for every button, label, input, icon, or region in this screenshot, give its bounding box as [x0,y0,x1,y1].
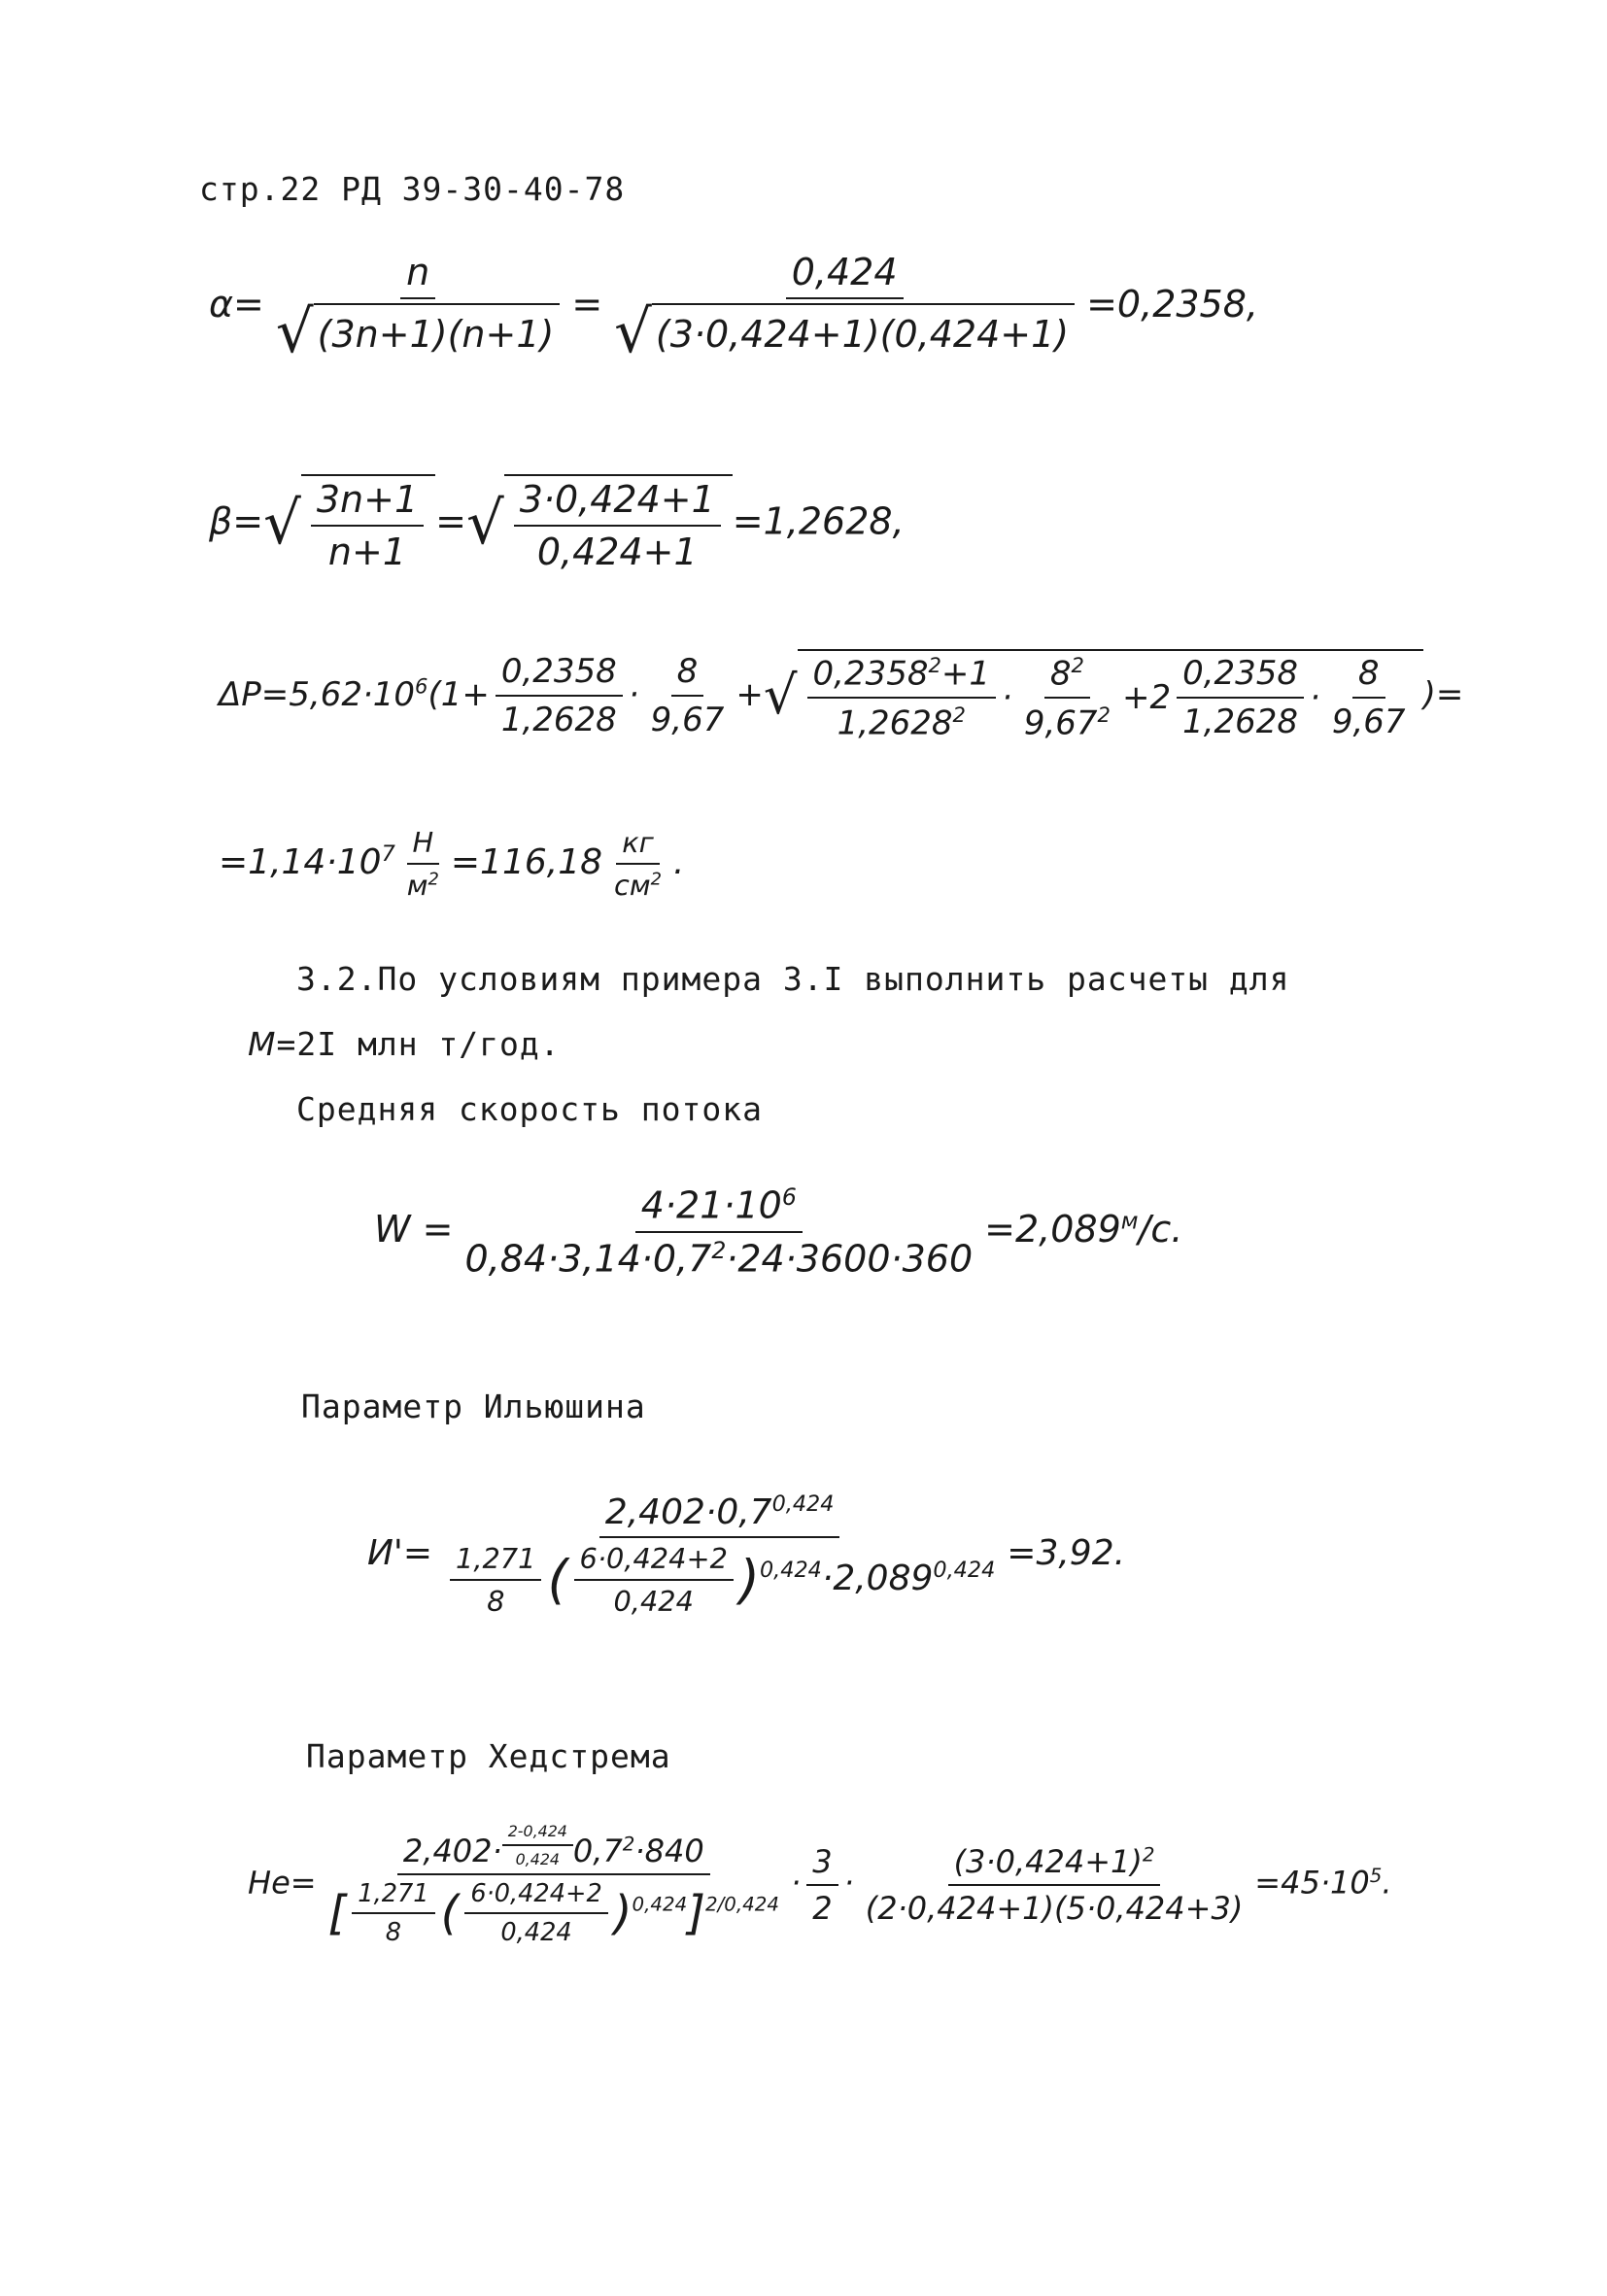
hedstrom-result: =45·10 [1254,1864,1370,1902]
equation-alpha: α= n √ (3n+1)(n+1) = 0,424 √ (3·0,424+1)(0,424+1) =0,2358, [209,251,1258,366]
paragraph-3-2-line1: 3.2.По условиям примера 3.I выполнить расчеты для [296,960,1290,998]
dp-unit1-den: м [406,869,428,902]
hedstrom-b-sup: 2/0,424 [704,1893,780,1916]
ilyushin-lhs: И'= [367,1533,432,1573]
hedstrom-c-den: 8 [385,1918,402,1948]
dp-r2-num-sup: 2 [1071,653,1084,677]
ilyushin-end: . [1113,1533,1126,1573]
equation-delta-p-line2 [219,826,684,902]
w-num-sup: 6 [781,1183,797,1211]
w-unit-bot: с [1150,1208,1172,1251]
dp-r2-den-sup: 2 [1097,703,1111,728]
hedstrom-num-b-sup: 2 [622,1833,635,1856]
dp-r1-num: 0,2358 [812,654,929,694]
dp-unit1-den-sup: 2 [427,869,439,890]
equation-delta-p: $\Delta P=5,62\cdot 10^6(1+$ $\frac{0,2358}{1,2628}$ · $\frac{8}{9,67}$ + √ $\frac{0,2358^2+1}{1,2628^2}$ · $\frac{8^2}{9,67^2}$ +2 $\frac{0,2358}{1,2628}$ · $\frac{8}{9,67}$ )= [219,649,1463,743]
hedstrom-g-den: (2·0,424+1)(5·0,424+3) [865,1889,1244,1927]
dp-dot: · [628,674,639,714]
hedstrom-f-den: 2 [812,1889,833,1927]
hedstrom-num-a: 2,402· [402,1833,502,1870]
ilyushin-num-sup: 0,424 [771,1491,835,1517]
dp-open: (1+ [427,674,490,714]
dp-r3-num: 0,2358 [1177,654,1304,699]
dp-r3-den: 1,2628 [1182,703,1299,742]
beta-eq: = [435,499,466,543]
w-den-tail: ·24·3600·360 [726,1237,974,1281]
dp-exp7: 7 [381,841,395,867]
dp-f1-den: 1,2628 [500,701,617,740]
ilyushin-tail-sup: 0,424 [933,1558,996,1583]
dp-r1-den: 1,2628 [837,703,953,743]
dp-r4-den: 9,67 [1331,703,1406,742]
beta-den-val: 0,424+1 [536,531,698,573]
dp-unit1-num: Н [407,826,440,865]
dp-dot-3: · [1310,678,1320,718]
hedstrom-c-num: 1,271 [352,1879,434,1914]
dp-end: . [672,842,685,882]
alpha-eq: = [571,282,603,326]
w-unit-top: м [1120,1207,1139,1235]
beta-result: =1,2628, [732,499,905,543]
equation-hedstrom: He= 2,402· $^{\frac{2-0,424}{0,424}}$ $0,7^2\cdot 840$ [ $\frac{1,271}{8}$ ( $\frac{6\cdot 0,424+2}{0,424}$ )$^{0,424}$]$^{2/0,424}$ · $\frac{3}{2}$ · $\frac{(3\cdot 0,424+1)^2}{(2\cdot 0,424+1)(5\cdot 0,424+3)}$ $=45\cdot 10^5$. [248,1822,1392,1948]
hedstrom-top-exp: 2-0,424 [502,1822,573,1846]
equation-ilyushin: И'= $2,402\cdot 0,7^{0,424}$ $\frac{1,271}{8}$ ( $\frac{6\cdot 0,424+2}{0,424}$ )$^{0,424}\cdot 2,089^{0,424}$ =3,92. [367,1491,1126,1618]
w-lhs: W = [374,1208,454,1251]
dp-r2-num: 8 [1049,654,1072,694]
dp-lhs: ΔP=5,62·10 [219,674,416,714]
dp-r1-sup: 2 [928,653,941,677]
hedstrom-result-sup: 5 [1369,1864,1383,1887]
w-result: =2,089 [984,1208,1121,1251]
alpha-num-sym: n [400,251,435,299]
dp-f1-num: 0,2358 [496,652,623,697]
dp-plus2: +2 [1121,678,1172,718]
ilyushin-p-sup: 0,424 [759,1558,822,1583]
beta-num-sym: 3n+1 [311,478,424,527]
beta-num-val: 3·0,424+1 [514,478,721,527]
avg-speed-label: Средняя скорость потока [296,1090,763,1128]
ilyushin-c-den: 8 [487,1585,505,1618]
dp-unit2-den-sup: 2 [650,869,662,890]
dp-line2-a: =1,14·10 [219,842,382,882]
dp-r2-den: 9,67 [1023,703,1098,743]
ilyushin-c-num: 1,271 [450,1542,541,1581]
hedstrom-num-c: ·840 [634,1833,704,1870]
alpha-den-sym: (3n+1)(n+1) [314,303,561,362]
dp-r1-den-sup: 2 [952,703,966,728]
hedstrom-p-sup: 0,424 [632,1893,688,1916]
dp-r1-tail: +1 [940,654,991,694]
dp-exp6: 6 [415,673,428,699]
dp-dot-2: · [1002,678,1012,718]
alpha-num-val: 0,424 [786,251,904,299]
w-num: 4·21·10 [640,1183,782,1227]
ilyushin-num: 2,402·0,7 [604,1492,772,1532]
dp-unit2-den: см [614,869,651,902]
equation-velocity: W = $\frac{4\cdot 21\cdot 10^6}{0,84\cdot 3,14\cdot 0,7^2\cdot 24\cdot 3600\cdot 360}$ $=2,089^м/с$. [374,1183,1183,1281]
dp-r4-num: 8 [1352,654,1385,699]
hedstrom-g-num-sup: 2 [1142,1842,1155,1866]
ilyushin-p-den: 0,424 [613,1585,694,1618]
hedstrom-lhs: He= [248,1864,317,1902]
w-end: . [1171,1208,1183,1251]
paragraph-3-2-line2 [248,1025,561,1063]
ilyushin-label: Параметр Ильюшина [301,1388,646,1425]
hedstrom-num-b: 0,7 [572,1833,623,1870]
hedstrom-g-num: (3·0,424+1) [953,1842,1143,1880]
alpha-result: =0,2358, [1086,282,1258,326]
hedstrom-top-exp-den: 0,424 [515,1850,560,1868]
ilyushin-result: =3,92 [1007,1533,1114,1573]
beta-den-sym: n+1 [327,531,407,573]
dp-unit2-num: кг [616,826,660,865]
dp-close: )= [1422,674,1464,714]
m-symbol: M [248,1025,277,1063]
ilyushin-p-num: 6·0,424+2 [574,1542,734,1581]
w-den-sup: 2 [711,1236,727,1264]
beta-lhs: β= [209,499,264,543]
dp-line2-b: =116,18 [450,842,603,882]
hedstrom-label: Параметр Хедстрема [306,1737,671,1775]
w-den: 0,84·3,14·0,7 [464,1237,712,1281]
alpha-lhs: α= [209,282,264,326]
hedstrom-end: . [1382,1864,1392,1902]
page-header: стр.22 РД 39-30-40-78 [199,170,626,208]
hedstrom-p-num: 6·0,424+2 [464,1879,607,1914]
ilyushin-tail: ·2,089 [821,1559,934,1598]
dp-f2-num: 8 [671,652,704,697]
hedstrom-p-den: 0,424 [500,1918,572,1948]
alpha-den-val: (3·0,424+1)(0,424+1) [652,303,1075,362]
dp-f2-den: 9,67 [650,701,725,740]
dp-plus: + [735,674,764,714]
m-value: =2I млн т/год. [276,1025,561,1063]
hedstrom-f-num: 3 [806,1843,838,1886]
equation-beta: β= √ $\frac{3n+1}{n+1}$ = √ $\frac{3\cdot 0,424+1}{0,424+1}$ =1,2628, [209,474,905,573]
